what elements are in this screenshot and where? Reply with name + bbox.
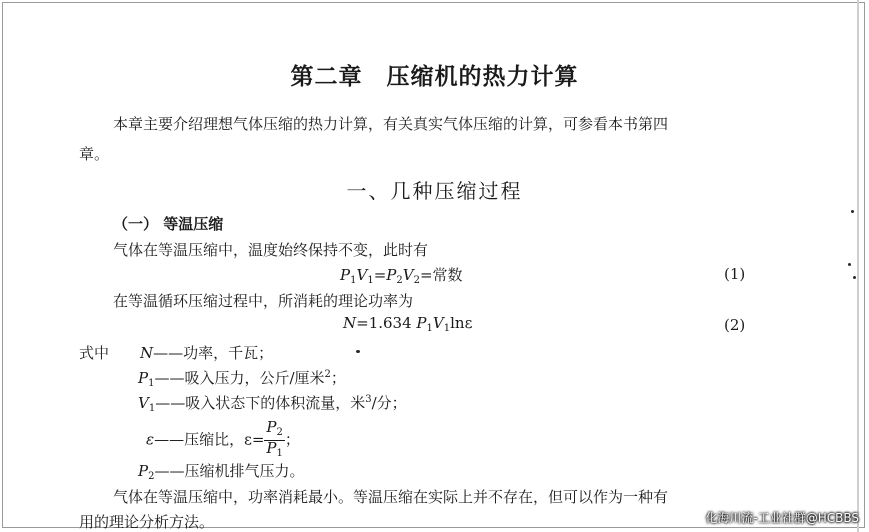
def-power: N——功率，千瓦； [140, 344, 274, 362]
def-suction-pressure: $P_1——$吸入压力，公斤/厘米$^2$； [138, 369, 346, 389]
scan-speck [848, 263, 851, 266]
equation-1: $P_1V_1=P_2V_2=$常数 [340, 266, 463, 286]
equation-2: N=1.634 $P_1V_1\ln\varepsilon$ [343, 314, 473, 334]
where-label: 式中 [79, 344, 110, 362]
def-volume-flow: $V_1——$吸入状态下的体积流量，米$^3$/分； [138, 394, 407, 414]
intro-line-1: 本章主要介绍理想气体压缩的热力计算，有关真实气体压缩的计算，可参看本书第四 [113, 115, 669, 133]
subsection-heading: （一） 等温压缩 [113, 215, 224, 233]
scan-speck [853, 276, 856, 279]
paragraph-2: 在等温循环压缩过程中，所消耗的理论功率为 [113, 292, 414, 310]
def-compression-ratio: ε——压缩比，ε= $\frac{P_2}{P_1}$ ； [146, 418, 300, 459]
watermark: 化海川流-工业社群@HCBBS [705, 511, 859, 525]
paragraph-1: 气体在等温压缩中，温度始终保持不变，此时有 [113, 241, 429, 259]
intro-line-2: 章。 [79, 145, 110, 163]
equation-1-number: (1) [724, 265, 746, 283]
equation-2-number: (2) [724, 316, 746, 334]
chapter-title: 第二章 压缩机的热力计算 [290, 64, 579, 90]
def-discharge-pressure: $P_2——$压缩机排气压力。 [138, 462, 305, 482]
scan-speck [851, 210, 854, 213]
paragraph-3-line-2: 用的理论分析方法。 [79, 513, 215, 531]
paragraph-3-line-1: 气体在等温压缩中，功率消耗最小。等温压缩在实际上并不存在，但可以作为一种有 [113, 488, 669, 506]
compression-ratio-fraction: $\frac{P_2}{P_1}$ [266, 418, 283, 459]
scan-speck [356, 350, 360, 353]
section-heading: 一、几种压缩过程 [346, 179, 523, 203]
